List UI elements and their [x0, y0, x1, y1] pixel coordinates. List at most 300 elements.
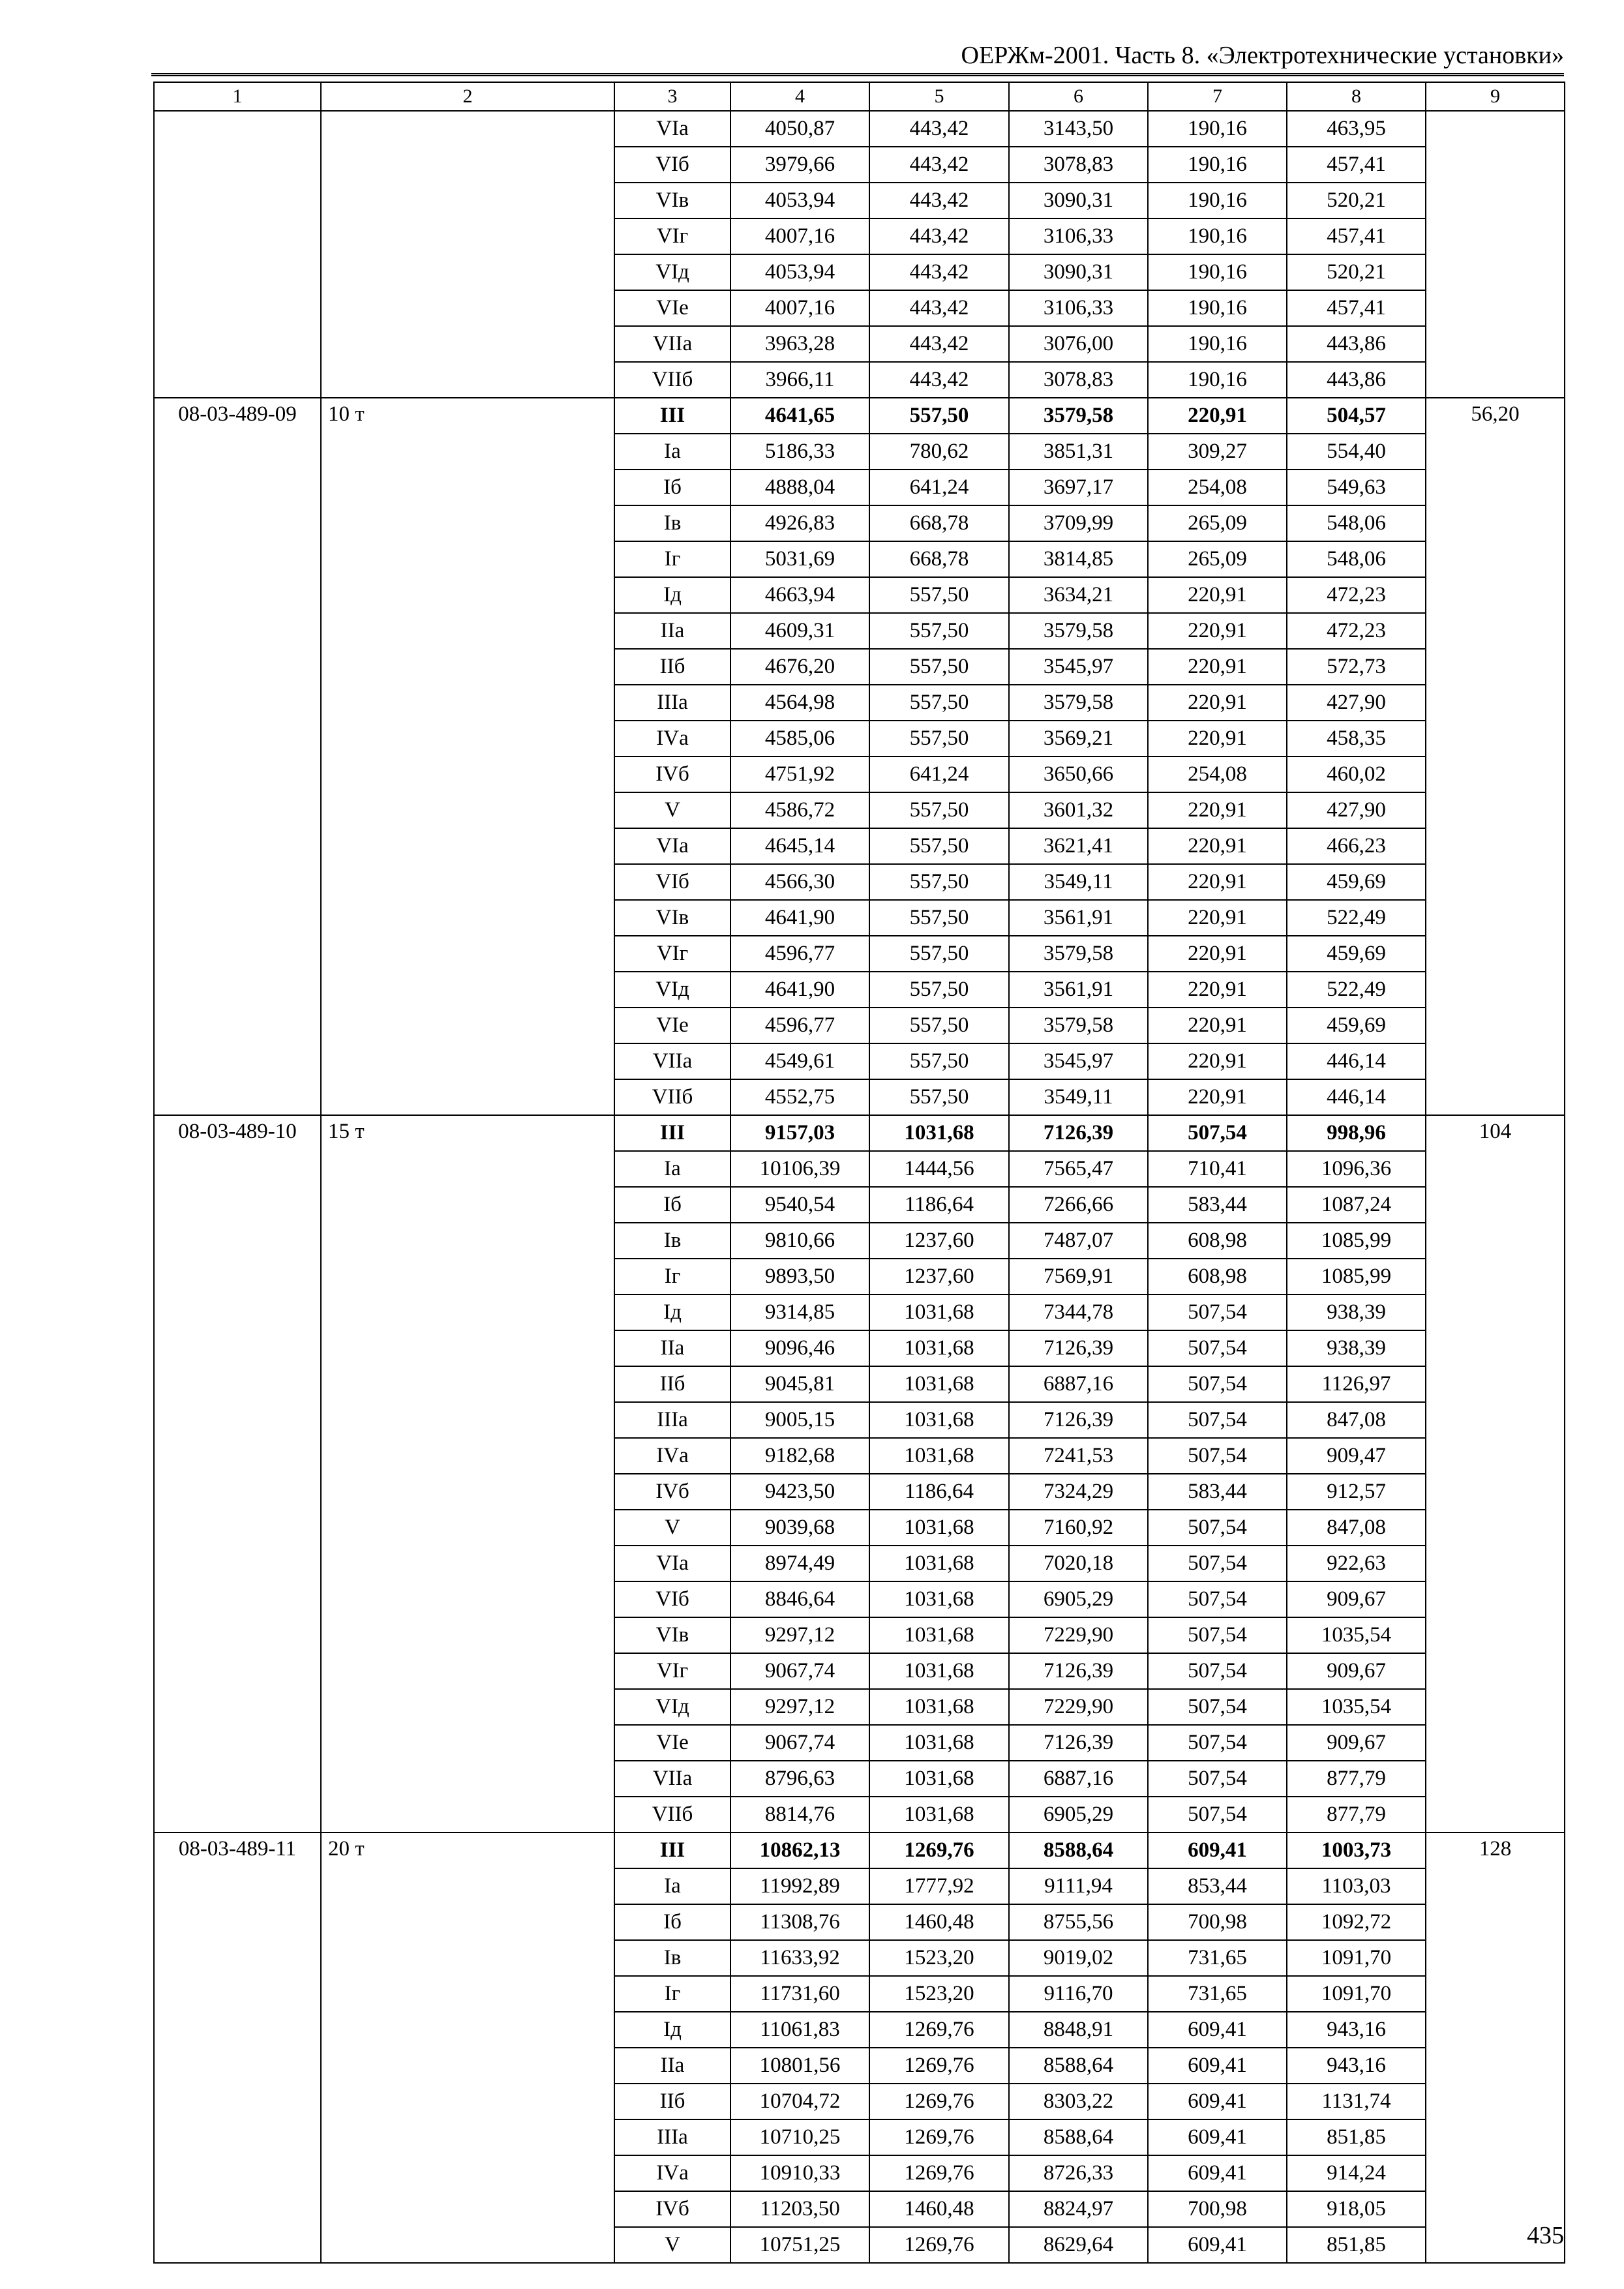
value-c5: 1031,68 [869, 1366, 1009, 1402]
value-c8: 1126,97 [1287, 1366, 1426, 1402]
value-c4: 4585,06 [730, 721, 869, 756]
value-c6: 3078,83 [1009, 147, 1148, 183]
value-c4: 10801,56 [730, 2048, 869, 2084]
category: III [614, 1833, 730, 1868]
category: IIб [614, 2084, 730, 2119]
value-c6: 8824,97 [1009, 2191, 1148, 2227]
rate-code: 08-03-489-09 [154, 398, 321, 1115]
value-c5: 1031,68 [869, 1797, 1009, 1833]
category: VIа [614, 1546, 730, 1581]
value-c4: 5186,33 [730, 434, 869, 470]
value-c8: 457,41 [1287, 147, 1426, 183]
value-c4: 4050,87 [730, 111, 869, 147]
value-c8: 914,24 [1287, 2155, 1426, 2191]
value-c6: 6887,16 [1009, 1761, 1148, 1797]
value-c8: 877,79 [1287, 1797, 1426, 1833]
value-c6: 7020,18 [1009, 1546, 1148, 1581]
column-number: 5 [869, 82, 1009, 111]
value-c6: 3106,33 [1009, 290, 1148, 326]
column-9-value: 104 [1426, 1115, 1565, 1833]
value-c4: 3979,66 [730, 147, 869, 183]
value-c4: 9810,66 [730, 1223, 869, 1259]
value-c7: 220,91 [1148, 900, 1287, 936]
value-c5: 1031,68 [869, 1330, 1009, 1366]
value-c4: 4663,94 [730, 577, 869, 613]
value-c8: 847,08 [1287, 1510, 1426, 1546]
category: VIе [614, 1008, 730, 1043]
rate-code [154, 111, 321, 398]
price-table [153, 82, 1565, 2264]
value-c8: 1096,36 [1287, 1151, 1426, 1187]
value-c6: 3143,50 [1009, 111, 1148, 147]
value-c5: 557,50 [869, 864, 1009, 900]
value-c7: 507,54 [1148, 1617, 1287, 1653]
category: Iд [614, 1294, 730, 1330]
category: V [614, 1510, 730, 1546]
value-c4: 4641,90 [730, 972, 869, 1008]
category: Iг [614, 1259, 730, 1294]
value-c6: 9116,70 [1009, 1976, 1148, 2012]
value-c5: 443,42 [869, 254, 1009, 290]
value-c6: 3697,17 [1009, 470, 1148, 505]
value-c7: 609,41 [1148, 2048, 1287, 2084]
value-c5: 1460,48 [869, 2191, 1009, 2227]
value-c8: 938,39 [1287, 1330, 1426, 1366]
value-c6: 7126,39 [1009, 1725, 1148, 1761]
column-number: 3 [614, 82, 730, 111]
value-c7: 190,16 [1148, 362, 1287, 398]
value-c8: 1103,03 [1287, 1868, 1426, 1904]
column-number: 1 [154, 82, 321, 111]
category: Iб [614, 1904, 730, 1940]
value-c8: 909,47 [1287, 1438, 1426, 1474]
table-row [154, 398, 1565, 434]
value-c6: 7324,29 [1009, 1474, 1148, 1510]
category: III [614, 1115, 730, 1151]
value-c4: 4586,72 [730, 792, 869, 828]
value-c7: 609,41 [1148, 1833, 1287, 1868]
value-c6: 3549,11 [1009, 1079, 1148, 1115]
category: VIв [614, 183, 730, 218]
value-c5: 1031,68 [869, 1581, 1009, 1617]
value-c4: 3963,28 [730, 326, 869, 362]
value-c4: 8796,63 [730, 1761, 869, 1797]
value-c5: 557,50 [869, 613, 1009, 649]
value-c7: 220,91 [1148, 1008, 1287, 1043]
value-c4: 3966,11 [730, 362, 869, 398]
value-c6: 8848,91 [1009, 2012, 1148, 2048]
value-c8: 463,95 [1287, 111, 1426, 147]
value-c4: 4751,92 [730, 756, 869, 792]
value-c7: 608,98 [1148, 1223, 1287, 1259]
page-number: 435 [1527, 2222, 1564, 2249]
value-c4: 11203,50 [730, 2191, 869, 2227]
column-number: 7 [1148, 82, 1287, 111]
page-header: ОЕРЖм-2001. Часть 8. «Электротехнические установки» [151, 40, 1564, 76]
value-c8: 460,02 [1287, 756, 1426, 792]
column-number-row [154, 82, 1565, 111]
value-c8: 459,69 [1287, 864, 1426, 900]
value-c5: 1031,68 [869, 1510, 1009, 1546]
value-c6: 3078,83 [1009, 362, 1148, 398]
value-c4: 4566,30 [730, 864, 869, 900]
value-c5: 1269,76 [869, 1833, 1009, 1868]
category: Iг [614, 541, 730, 577]
value-c6: 3545,97 [1009, 649, 1148, 685]
value-c5: 1031,68 [869, 1689, 1009, 1725]
value-c7: 220,91 [1148, 1043, 1287, 1079]
value-c6: 3634,21 [1009, 577, 1148, 613]
value-c5: 1237,60 [869, 1259, 1009, 1294]
value-c4: 9045,81 [730, 1366, 869, 1402]
value-c7: 220,91 [1148, 721, 1287, 756]
rate-code: 08-03-489-10 [154, 1115, 321, 1833]
value-c7: 254,08 [1148, 470, 1287, 505]
table-row [154, 1115, 1565, 1151]
value-c4: 4053,94 [730, 254, 869, 290]
value-c8: 847,08 [1287, 1402, 1426, 1438]
value-c7: 731,65 [1148, 1940, 1287, 1976]
table-row [154, 1833, 1565, 1868]
value-c4: 9067,74 [730, 1653, 869, 1689]
value-c7: 220,91 [1148, 613, 1287, 649]
category: VIIб [614, 362, 730, 398]
category: Iд [614, 577, 730, 613]
value-c6: 8588,64 [1009, 1833, 1148, 1868]
value-c7: 507,54 [1148, 1689, 1287, 1725]
capacity: 10 т [321, 398, 614, 1115]
value-c6: 3601,32 [1009, 792, 1148, 828]
category: Iа [614, 1151, 730, 1187]
value-c5: 1269,76 [869, 2012, 1009, 2048]
value-c7: 190,16 [1148, 218, 1287, 254]
value-c7: 609,41 [1148, 2084, 1287, 2119]
value-c7: 254,08 [1148, 756, 1287, 792]
value-c5: 443,42 [869, 290, 1009, 326]
category: VIд [614, 254, 730, 290]
value-c6: 9111,94 [1009, 1868, 1148, 1904]
value-c6: 3579,58 [1009, 936, 1148, 972]
value-c7: 700,98 [1148, 1904, 1287, 1940]
value-c6: 3090,31 [1009, 183, 1148, 218]
value-c6: 3569,21 [1009, 721, 1148, 756]
value-c4: 4926,83 [730, 505, 869, 541]
value-c8: 446,14 [1287, 1079, 1426, 1115]
value-c6: 9019,02 [1009, 1940, 1148, 1976]
value-c4: 9157,03 [730, 1115, 869, 1151]
value-c8: 943,16 [1287, 2012, 1426, 2048]
value-c5: 668,78 [869, 505, 1009, 541]
value-c8: 458,35 [1287, 721, 1426, 756]
category: Iв [614, 505, 730, 541]
value-c4: 9005,15 [730, 1402, 869, 1438]
category: VIв [614, 900, 730, 936]
value-c7: 220,91 [1148, 828, 1287, 864]
value-c8: 877,79 [1287, 1761, 1426, 1797]
value-c8: 943,16 [1287, 2048, 1426, 2084]
value-c8: 457,41 [1287, 290, 1426, 326]
category: VIд [614, 972, 730, 1008]
category: VIIа [614, 326, 730, 362]
value-c8: 1092,72 [1287, 1904, 1426, 1940]
value-c4: 9096,46 [730, 1330, 869, 1366]
value-c4: 9893,50 [730, 1259, 869, 1294]
value-c5: 1031,68 [869, 1115, 1009, 1151]
value-c6: 3650,66 [1009, 756, 1148, 792]
value-c8: 1085,99 [1287, 1223, 1426, 1259]
value-c4: 4645,14 [730, 828, 869, 864]
value-c8: 548,06 [1287, 541, 1426, 577]
value-c6: 7126,39 [1009, 1330, 1148, 1366]
value-c7: 220,91 [1148, 864, 1287, 900]
value-c7: 265,09 [1148, 505, 1287, 541]
value-c8: 554,40 [1287, 434, 1426, 470]
value-c5: 1269,76 [869, 2119, 1009, 2155]
category: Iб [614, 1187, 730, 1223]
value-c7: 507,54 [1148, 1761, 1287, 1797]
value-c7: 507,54 [1148, 1115, 1287, 1151]
value-c6: 3549,11 [1009, 864, 1148, 900]
category: VIа [614, 828, 730, 864]
value-c7: 507,54 [1148, 1725, 1287, 1761]
value-c6: 7569,91 [1009, 1259, 1148, 1294]
value-c7: 507,54 [1148, 1330, 1287, 1366]
category: VIIб [614, 1797, 730, 1833]
value-c6: 6887,16 [1009, 1366, 1148, 1402]
category: Iд [614, 2012, 730, 2048]
value-c6: 3106,33 [1009, 218, 1148, 254]
value-c4: 4888,04 [730, 470, 869, 505]
value-c6: 7160,92 [1009, 1510, 1148, 1546]
value-c8: 851,85 [1287, 2227, 1426, 2263]
value-c5: 557,50 [869, 828, 1009, 864]
value-c5: 443,42 [869, 362, 1009, 398]
value-c4: 4007,16 [730, 290, 869, 326]
value-c4: 9423,50 [730, 1474, 869, 1510]
value-c5: 443,42 [869, 111, 1009, 147]
value-c4: 8814,76 [730, 1797, 869, 1833]
category: VIг [614, 1653, 730, 1689]
value-c4: 8846,64 [730, 1581, 869, 1617]
value-c4: 9297,12 [730, 1689, 869, 1725]
value-c8: 457,41 [1287, 218, 1426, 254]
value-c7: 220,91 [1148, 685, 1287, 721]
value-c7: 710,41 [1148, 1151, 1287, 1187]
value-c5: 443,42 [869, 326, 1009, 362]
value-c5: 1186,64 [869, 1187, 1009, 1223]
category: VIд [614, 1689, 730, 1725]
value-c8: 504,57 [1287, 398, 1426, 434]
value-c5: 443,42 [869, 218, 1009, 254]
category: IVа [614, 721, 730, 756]
value-c6: 3579,58 [1009, 1008, 1148, 1043]
value-c7: 190,16 [1148, 147, 1287, 183]
value-c4: 4007,16 [730, 218, 869, 254]
value-c5: 1031,68 [869, 1653, 1009, 1689]
value-c8: 909,67 [1287, 1725, 1426, 1761]
value-c7: 190,16 [1148, 326, 1287, 362]
value-c7: 609,41 [1148, 2012, 1287, 2048]
value-c4: 9182,68 [730, 1438, 869, 1474]
category: VIв [614, 1617, 730, 1653]
category: IIа [614, 613, 730, 649]
value-c8: 522,49 [1287, 900, 1426, 936]
category: Iв [614, 1223, 730, 1259]
value-c6: 7344,78 [1009, 1294, 1148, 1330]
value-c4: 10862,13 [730, 1833, 869, 1868]
value-c4: 9039,68 [730, 1510, 869, 1546]
value-c5: 1460,48 [869, 1904, 1009, 1940]
value-c4: 10910,33 [730, 2155, 869, 2191]
category: VIIа [614, 1043, 730, 1079]
value-c7: 700,98 [1148, 2191, 1287, 2227]
value-c8: 912,57 [1287, 1474, 1426, 1510]
value-c6: 3561,91 [1009, 900, 1148, 936]
value-c8: 522,49 [1287, 972, 1426, 1008]
value-c4: 4641,90 [730, 900, 869, 936]
value-c6: 7229,90 [1009, 1689, 1148, 1725]
category: IVа [614, 2155, 730, 2191]
value-c4: 10710,25 [730, 2119, 869, 2155]
category: VIIа [614, 1761, 730, 1797]
value-c4: 4596,77 [730, 936, 869, 972]
value-c7: 609,41 [1148, 2155, 1287, 2191]
value-c4: 10704,72 [730, 2084, 869, 2119]
value-c5: 1031,68 [869, 1761, 1009, 1797]
value-c6: 3814,85 [1009, 541, 1148, 577]
value-c7: 220,91 [1148, 972, 1287, 1008]
value-c4: 4641,65 [730, 398, 869, 434]
value-c5: 641,24 [869, 470, 1009, 505]
category: VIг [614, 218, 730, 254]
column-9-value: 56,20 [1426, 398, 1565, 1115]
value-c5: 557,50 [869, 649, 1009, 685]
value-c8: 1035,54 [1287, 1689, 1426, 1725]
value-c5: 1269,76 [869, 2048, 1009, 2084]
value-c6: 3579,58 [1009, 613, 1148, 649]
value-c8: 909,67 [1287, 1653, 1426, 1689]
category: Iг [614, 1976, 730, 2012]
value-c4: 11992,89 [730, 1868, 869, 1904]
category: IIIа [614, 2119, 730, 2155]
value-c6: 7565,47 [1009, 1151, 1148, 1187]
value-c7: 609,41 [1148, 2227, 1287, 2263]
value-c8: 1087,24 [1287, 1187, 1426, 1223]
value-c7: 220,91 [1148, 1079, 1287, 1115]
value-c5: 780,62 [869, 434, 1009, 470]
value-c8: 472,23 [1287, 613, 1426, 649]
value-c8: 1085,99 [1287, 1259, 1426, 1294]
value-c7: 608,98 [1148, 1259, 1287, 1294]
category: IIа [614, 1330, 730, 1366]
value-c5: 668,78 [869, 541, 1009, 577]
value-c7: 190,16 [1148, 254, 1287, 290]
category: Iа [614, 434, 730, 470]
value-c6: 7126,39 [1009, 1653, 1148, 1689]
value-c7: 583,44 [1148, 1187, 1287, 1223]
value-c8: 459,69 [1287, 1008, 1426, 1043]
category: VIб [614, 864, 730, 900]
value-c5: 443,42 [869, 147, 1009, 183]
value-c6: 8588,64 [1009, 2119, 1148, 2155]
value-c7: 731,65 [1148, 1976, 1287, 2012]
value-c6: 7126,39 [1009, 1115, 1148, 1151]
value-c6: 3545,97 [1009, 1043, 1148, 1079]
value-c7: 265,09 [1148, 541, 1287, 577]
value-c6: 3579,58 [1009, 398, 1148, 434]
value-c4: 9297,12 [730, 1617, 869, 1653]
value-c8: 466,23 [1287, 828, 1426, 864]
category: IVа [614, 1438, 730, 1474]
category: Iб [614, 470, 730, 505]
category: IIб [614, 649, 730, 685]
category: Iа [614, 1868, 730, 1904]
value-c4: 4053,94 [730, 183, 869, 218]
value-c5: 557,50 [869, 936, 1009, 972]
value-c7: 190,16 [1148, 183, 1287, 218]
category: III [614, 398, 730, 434]
value-c5: 557,50 [869, 685, 1009, 721]
category: IIIа [614, 1402, 730, 1438]
value-c8: 572,73 [1287, 649, 1426, 685]
value-c8: 548,06 [1287, 505, 1426, 541]
value-c8: 472,23 [1287, 577, 1426, 613]
value-c4: 11633,92 [730, 1940, 869, 1976]
value-c6: 6905,29 [1009, 1797, 1148, 1833]
value-c8: 918,05 [1287, 2191, 1426, 2227]
category: VIб [614, 147, 730, 183]
value-c7: 220,91 [1148, 398, 1287, 434]
value-c8: 851,85 [1287, 2119, 1426, 2155]
value-c8: 427,90 [1287, 792, 1426, 828]
value-c7: 507,54 [1148, 1581, 1287, 1617]
value-c8: 1003,73 [1287, 1833, 1426, 1868]
value-c4: 9540,54 [730, 1187, 869, 1223]
value-c5: 1031,68 [869, 1546, 1009, 1581]
column-number: 2 [321, 82, 614, 111]
value-c5: 557,50 [869, 1008, 1009, 1043]
value-c8: 443,86 [1287, 362, 1426, 398]
value-c6: 7241,53 [1009, 1438, 1148, 1474]
category: VIе [614, 290, 730, 326]
value-c6: 3090,31 [1009, 254, 1148, 290]
category: IIб [614, 1366, 730, 1402]
value-c4: 4609,31 [730, 613, 869, 649]
value-c4: 10751,25 [730, 2227, 869, 2263]
value-c4: 11731,60 [730, 1976, 869, 2012]
rate-code: 08-03-489-11 [154, 1833, 321, 2263]
column-number: 4 [730, 82, 869, 111]
value-c4: 10106,39 [730, 1151, 869, 1187]
value-c7: 220,91 [1148, 936, 1287, 972]
column-9-value: 128 [1426, 1833, 1565, 2263]
category: VIIб [614, 1079, 730, 1115]
value-c5: 1031,68 [869, 1725, 1009, 1761]
value-c5: 1186,64 [869, 1474, 1009, 1510]
value-c6: 3076,00 [1009, 326, 1148, 362]
value-c4: 4564,98 [730, 685, 869, 721]
value-c6: 3851,31 [1009, 434, 1148, 470]
value-c5: 557,50 [869, 721, 1009, 756]
value-c7: 507,54 [1148, 1653, 1287, 1689]
value-c7: 609,41 [1148, 2119, 1287, 2155]
value-c5: 641,24 [869, 756, 1009, 792]
column-9-value [1426, 111, 1565, 398]
value-c5: 1269,76 [869, 2084, 1009, 2119]
category: IVб [614, 756, 730, 792]
value-c5: 557,50 [869, 577, 1009, 613]
column-number: 8 [1287, 82, 1426, 111]
